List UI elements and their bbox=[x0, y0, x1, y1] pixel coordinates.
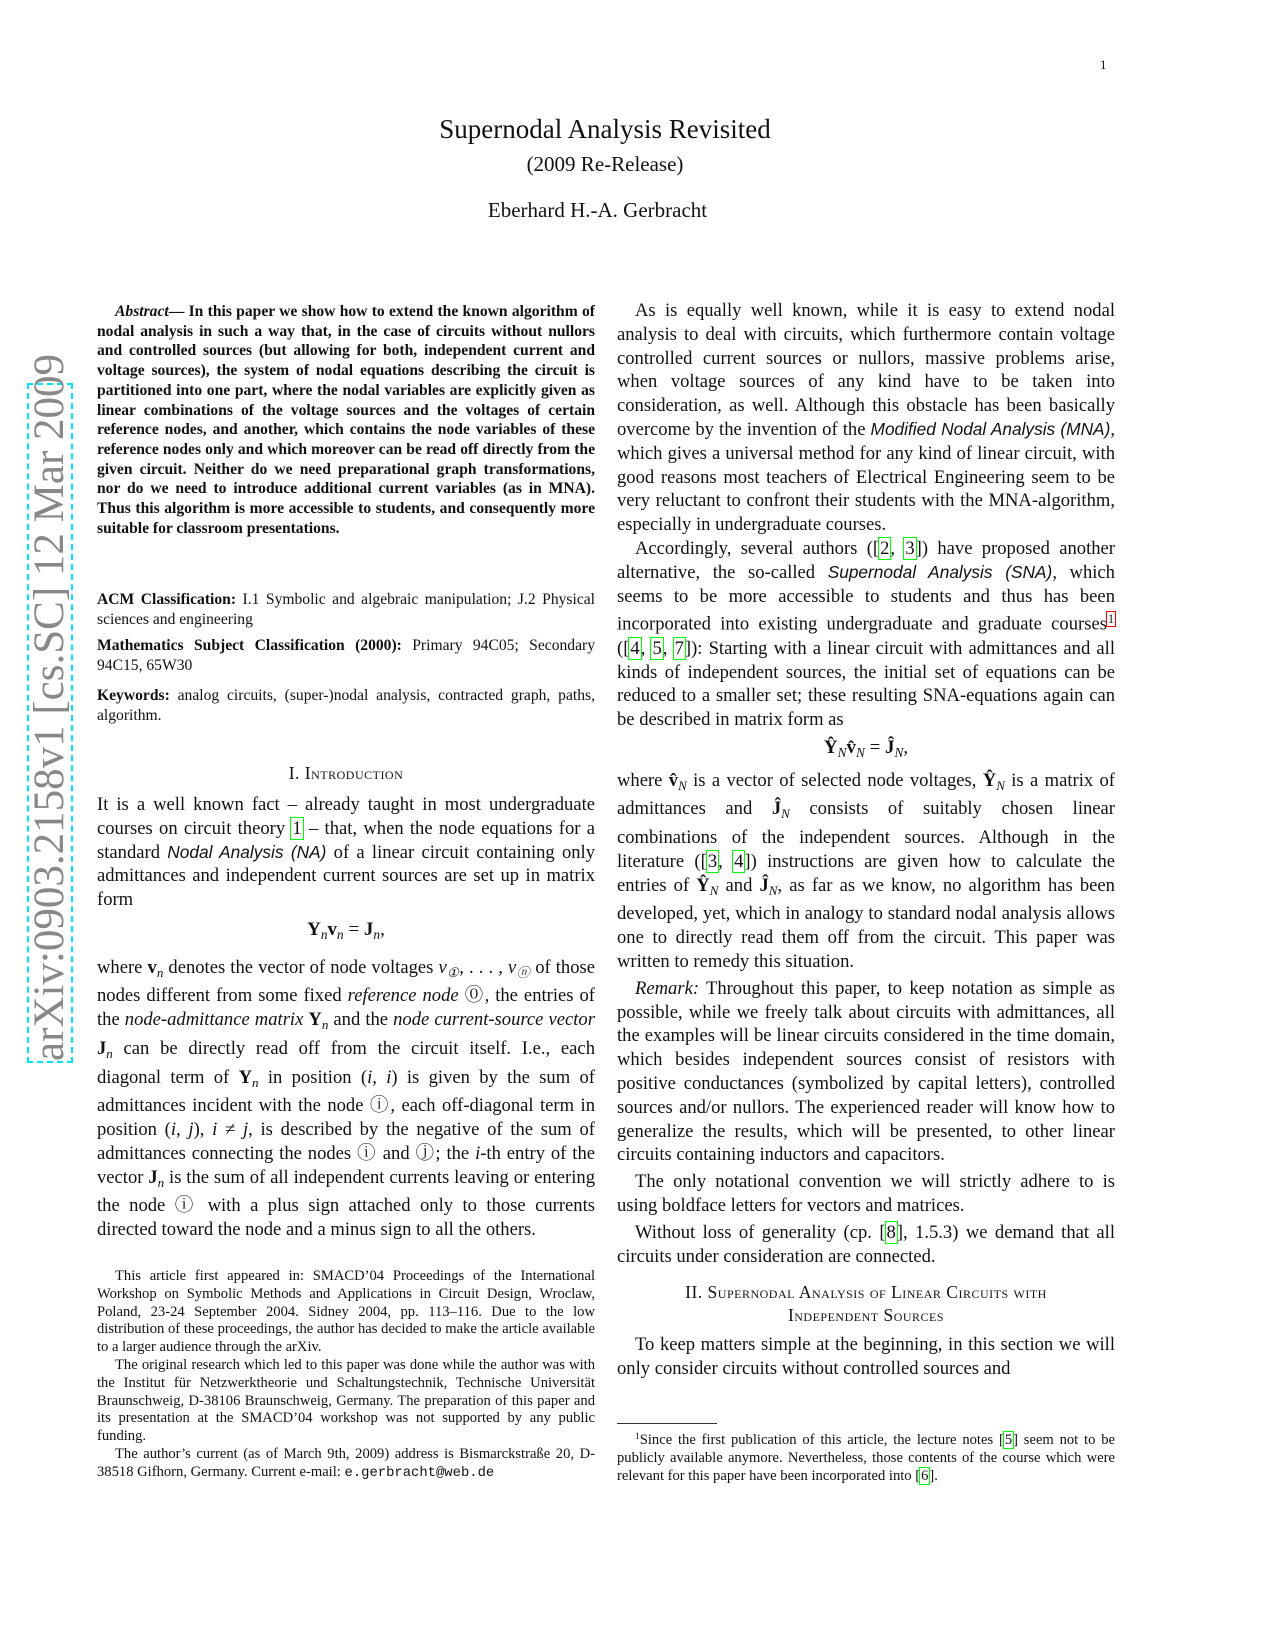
paper-title: Supernodal Analysis Revisited bbox=[439, 114, 771, 144]
paragraph bbox=[97, 956, 595, 1242]
text: , which seems to be more accessible to students and thus has been incorporated into existing undergraduate and graduate courses bbox=[617, 561, 1115, 635]
math-symbol: Ŷ bbox=[823, 736, 838, 758]
math-subscript: N bbox=[996, 777, 1005, 793]
text: = bbox=[343, 918, 364, 940]
paragraph bbox=[617, 537, 1115, 732]
text: , bbox=[890, 537, 905, 559]
section-heading-2 bbox=[617, 1281, 1115, 1327]
text: The author’s current (as of March 9th, 2009) address is Bismarckstraße 20, D-38518 Gifhorn, Germany. Current e-mail: bbox=[97, 1445, 595, 1480]
text: The original research which led to this paper was done while the author was with the Institut für Netzwerktheorie und Schaltungstechnik, Technische Universität Braunschweig, D-38106 Braunschweig, Germany. The preparation of this paper and its presentation at the SMACD’04 workshop was not supported by any public funding. bbox=[97, 1356, 595, 1445]
text: is the sum of all independent currents leaving or entering the node ⓘ with a plus sign attached only to those currents directed toward the node and a minus sign to all the others. bbox=[97, 1166, 595, 1241]
remark-paragraph bbox=[617, 977, 1115, 1167]
bold-text: Keywords: bbox=[97, 687, 170, 704]
text: , bbox=[380, 918, 385, 940]
math-subscript: N bbox=[768, 882, 778, 898]
intro-text bbox=[97, 793, 595, 1242]
text: denotes the vector of node voltages bbox=[163, 956, 439, 978]
text: ]): Starting with a linear circuit with admittances and all kinds of independent sources, the initial set of equations can be reduced to a smaller set; these resulting SNA-equations again can be described in matrix form as bbox=[617, 637, 1116, 731]
section-heading-line: II. Supernodal Analysis of Linear Circuits with bbox=[685, 1282, 1047, 1303]
math-subscript: N bbox=[781, 806, 790, 822]
text: can be directly read off from the circuit itself. I.e., each diagonal term of bbox=[97, 1037, 595, 1088]
text: ]) instructions are given how to calculate the entries of bbox=[617, 850, 1115, 896]
citation-link[interactable]: 4 bbox=[734, 850, 744, 872]
math-variable: i bbox=[475, 1142, 481, 1164]
paragraph bbox=[97, 793, 595, 912]
text: – that, when the node equations for a standard bbox=[97, 817, 595, 863]
math-subscript: n bbox=[337, 926, 344, 942]
text: I.1 Symbolic and algebraic manipulation; J.2 Physical sciences and engineering bbox=[97, 591, 595, 628]
text: Primary 94C05; Secondary 94C15, 65W30 bbox=[97, 637, 595, 674]
emphasized-term: Nodal Analysis (NA) bbox=[167, 841, 327, 862]
math-subscript: ① bbox=[446, 964, 460, 980]
text: Accordingly, several authors ([ bbox=[635, 537, 880, 559]
text: , bbox=[640, 637, 652, 659]
text: and the bbox=[328, 1009, 394, 1031]
text: , is described by the negative of the sum of admittances connecting the nodes ⓘ and ⓙ; the bbox=[97, 1119, 595, 1164]
text: , as far as we know, no algorithm has been developed, yet, which in analogy to standard nodal analysis allows one to directly read them off from the circuit. This paper was written to remedy this situation. bbox=[617, 874, 1115, 973]
text: As is equally well known, while it is easy to extend nodal analysis to deal with circuits, which furthermore contain voltage controlled current sources or nullors, massive problems arise, when voltage sources of any kind have to be taken into consideration, as well. Although this obstacle has been basically overcome by the invention of the bbox=[617, 300, 1115, 440]
email-address: e.gerbracht@web.de bbox=[344, 1464, 495, 1481]
paragraph bbox=[617, 1333, 1115, 1381]
math-subscript: n bbox=[252, 1074, 259, 1090]
math-variable: i, i bbox=[367, 1066, 392, 1088]
math-symbol: J bbox=[97, 1037, 107, 1059]
paper-subtitle: (2009 Re-Release) bbox=[526, 152, 684, 176]
text: , . . . , bbox=[459, 956, 508, 978]
section-heading-introduction: I. Introduction bbox=[288, 763, 404, 783]
math-variable: i, j bbox=[170, 1119, 194, 1141]
text: Throughout this paper, to keep notation as simple as possible, while we freely talk about circuits with admittances, all the examples will be linear circuits considered in the time domain, which besides independent sources consist of resistors with positive conductances (symbolized by capital letters), controlled sources and/or nullors. The experienced reader will know how to generalize the results, which will be presented, to other linear circuits containing inductors and capacitors. bbox=[617, 977, 1115, 1166]
footnote-marker-link[interactable]: 1 bbox=[1107, 612, 1114, 627]
italic-text: node current-source vector bbox=[393, 1009, 595, 1031]
italic-text: Remark: bbox=[635, 977, 700, 999]
text: , bbox=[718, 850, 734, 872]
text: , which gives a universal method for any kind of linear circuit, with good reasons most teachers of Electrical Engineering seem to be very reluctant to confront their students with the MNA-algorithm, especially in undergraduate courses. bbox=[617, 418, 1115, 536]
footnote-1 bbox=[617, 1429, 1115, 1486]
text: where bbox=[97, 956, 148, 978]
math-symbol: J bbox=[148, 1166, 158, 1188]
citation-link[interactable]: 2 bbox=[880, 537, 890, 559]
text: ⓪, the entries of the bbox=[97, 985, 595, 1031]
math-variable: v bbox=[507, 956, 517, 978]
math-subscript: n bbox=[321, 1017, 329, 1033]
footnote bbox=[617, 1429, 1115, 1486]
text: and bbox=[718, 874, 760, 896]
math-symbol: Ŷ bbox=[696, 874, 710, 896]
text: This article first appeared in: SMACD’04 Proceedings of the International Workshop on Symbolic Methods and Applications in Circuit Design, Wroclaw, Poland, 23-24 September 2004. Sidney 2004, pp. 113–116. Due to the low distribution of these proceedings, the author has decided to make the article available to a larger audience through the arXiv. bbox=[97, 1268, 595, 1356]
footnote-rule bbox=[617, 1423, 717, 1424]
acm-classification bbox=[97, 590, 595, 629]
equation-nodal bbox=[97, 918, 595, 947]
math-subscript: n bbox=[157, 1174, 165, 1190]
math-subscript: ⓝ bbox=[516, 964, 531, 980]
text: To keep matters simple at the beginning, in this section we will only consider circuits without controlled sources and bbox=[617, 1334, 1115, 1380]
keywords bbox=[97, 686, 595, 725]
citation-link[interactable]: 7 bbox=[674, 637, 684, 659]
math-subscript: n bbox=[106, 1045, 113, 1061]
arxiv-identifier-link[interactable]: arXiv:0903.2158v1 [cs.SC] 12 Mar 2009 bbox=[26, 353, 73, 1061]
text: -th entry of the vector bbox=[97, 1142, 595, 1188]
title-footnotes bbox=[97, 1268, 595, 1483]
text: ]. bbox=[929, 1467, 938, 1484]
text: Without loss of generality (cp. [ bbox=[635, 1221, 886, 1243]
text: ), bbox=[193, 1119, 213, 1141]
emphasized-term: Modified Nodal Analysis (MNA) bbox=[870, 418, 1111, 439]
paragraph bbox=[617, 1221, 1115, 1269]
text: , bbox=[903, 736, 909, 758]
text: = bbox=[864, 736, 886, 758]
math-variable: i ≠ j bbox=[212, 1119, 249, 1141]
math-subscript: n bbox=[373, 926, 381, 942]
footnote bbox=[97, 1446, 595, 1483]
text: ([ bbox=[617, 637, 630, 659]
math-symbol: v bbox=[327, 918, 338, 940]
text: ) is given by the sum of admittances incident with the node ⓘ, each off-diagonal term in position ( bbox=[97, 1066, 595, 1141]
math-variable: v bbox=[438, 956, 447, 978]
text: where bbox=[617, 769, 669, 791]
math-subscript: N bbox=[855, 744, 865, 760]
citation-link[interactable]: 5 bbox=[652, 637, 662, 659]
math-symbol: Y bbox=[307, 918, 321, 940]
citation-link[interactable]: 6 bbox=[921, 1467, 929, 1484]
text: It is a well known fact – already taught in most undergraduate courses on circuit theory bbox=[97, 794, 595, 839]
math-symbol: Y bbox=[308, 1009, 322, 1031]
italic-text: node-admittance matrix bbox=[124, 1009, 304, 1031]
page-number: 1 bbox=[1100, 57, 1107, 72]
author: Eberhard H.-A. Gerbracht bbox=[487, 198, 708, 222]
citation-link[interactable]: 3 bbox=[905, 537, 915, 559]
citation-link[interactable]: 5 bbox=[1004, 1432, 1013, 1449]
msc-classification bbox=[97, 636, 595, 675]
text: The only notational convention we will strictly adhere to is using boldface letters for vectors and matrices. bbox=[617, 1171, 1115, 1216]
math-symbol: v̂ bbox=[668, 769, 679, 791]
math-symbol: v bbox=[147, 956, 157, 978]
math-subscript: N bbox=[678, 777, 687, 793]
section-heading-line: Independent Sources bbox=[787, 1305, 945, 1326]
math-subscript: N bbox=[709, 882, 719, 898]
right-column-text bbox=[617, 299, 1115, 1381]
citation-link[interactable]: 4 bbox=[630, 637, 640, 659]
text: , bbox=[662, 637, 674, 659]
bold-italic-text: Abstract bbox=[115, 303, 169, 320]
text: of a linear circuit containing only admittances and independent current sources are set up in matrix form bbox=[97, 841, 596, 911]
text: Since the first publication of this article, the lecture notes [ bbox=[639, 1432, 1004, 1449]
footnote bbox=[97, 1357, 595, 1446]
equation-supernodal bbox=[617, 736, 1115, 765]
bold-text: ACM Classification: bbox=[97, 591, 237, 608]
text: is a matrix of admittances and bbox=[617, 769, 1115, 820]
math-subscript: N bbox=[837, 744, 847, 760]
text: consists of suitably chosen linear combinations of the independent sources. Although in the literature ([ bbox=[617, 798, 1116, 872]
text: analog circuits, (super-)nodal analysis, contracted graph, paths, algorithm. bbox=[97, 687, 595, 724]
math-subscript: n bbox=[156, 964, 164, 980]
citation-link[interactable]: 3 bbox=[707, 850, 718, 872]
math-symbol: Y bbox=[238, 1066, 252, 1088]
paragraph bbox=[617, 769, 1115, 974]
bold-text: Mathematics Subject Classification (2000): bbox=[97, 637, 402, 654]
footnote bbox=[97, 1268, 595, 1357]
citation-link[interactable]: 8 bbox=[886, 1221, 896, 1243]
paragraph bbox=[617, 299, 1115, 537]
italic-text: reference node bbox=[347, 985, 459, 1007]
text: in position ( bbox=[258, 1066, 368, 1088]
math-symbol: v̂ bbox=[846, 736, 856, 758]
emphasized-term: Supernodal Analysis (SNA) bbox=[827, 561, 1053, 582]
math-symbol: Ĵ bbox=[885, 736, 895, 758]
text: ], 1.5.3) we demand that all circuits under consideration are connected. bbox=[617, 1221, 1116, 1267]
math-symbol: Ĵ bbox=[759, 874, 769, 896]
citation-link[interactable]: 1 bbox=[292, 817, 302, 839]
math-subscript: N bbox=[894, 744, 904, 760]
text: is a vector of selected node voltages, bbox=[686, 769, 983, 791]
text: of those nodes different from some fixed bbox=[97, 956, 596, 1007]
paragraph bbox=[617, 1170, 1115, 1218]
bold-text: — In this paper we show how to extend the known algorithm of nodal analysis in such a way that, in the case of circuits without nullors and controlled sources (but allowing for both, independent current and voltage sources), the system of nodal equations describing the circuit is partitioned into one part, where the nodal variables are explicitly given as linear combinations of the voltage sources and the voltages of certain reference nodes, and another, which contains the node variables of these reference nodes only and which moreover can be read off directly from the given circuit. Neither do we need preparational graph transformations, nor do we need to introduce additional current variables (as in MNA). Thus this algorithm is more accessible to students, and consequently more suitable for classroom presentations. bbox=[97, 303, 595, 537]
math-subscript: n bbox=[320, 926, 328, 942]
text: ]) have proposed another alternative, the so-called bbox=[617, 537, 1115, 583]
math-symbol: J bbox=[363, 918, 374, 940]
text: ] seem not to be publicly available anymore. Nevertheless, those contents of the course which were relevant for this paper have been incorporated into [ bbox=[617, 1432, 1115, 1484]
math-symbol: Ŷ bbox=[982, 769, 997, 791]
abstract bbox=[97, 302, 595, 538]
math-symbol: Ĵ bbox=[771, 798, 782, 820]
footnote-number: 1 bbox=[635, 1432, 640, 1442]
